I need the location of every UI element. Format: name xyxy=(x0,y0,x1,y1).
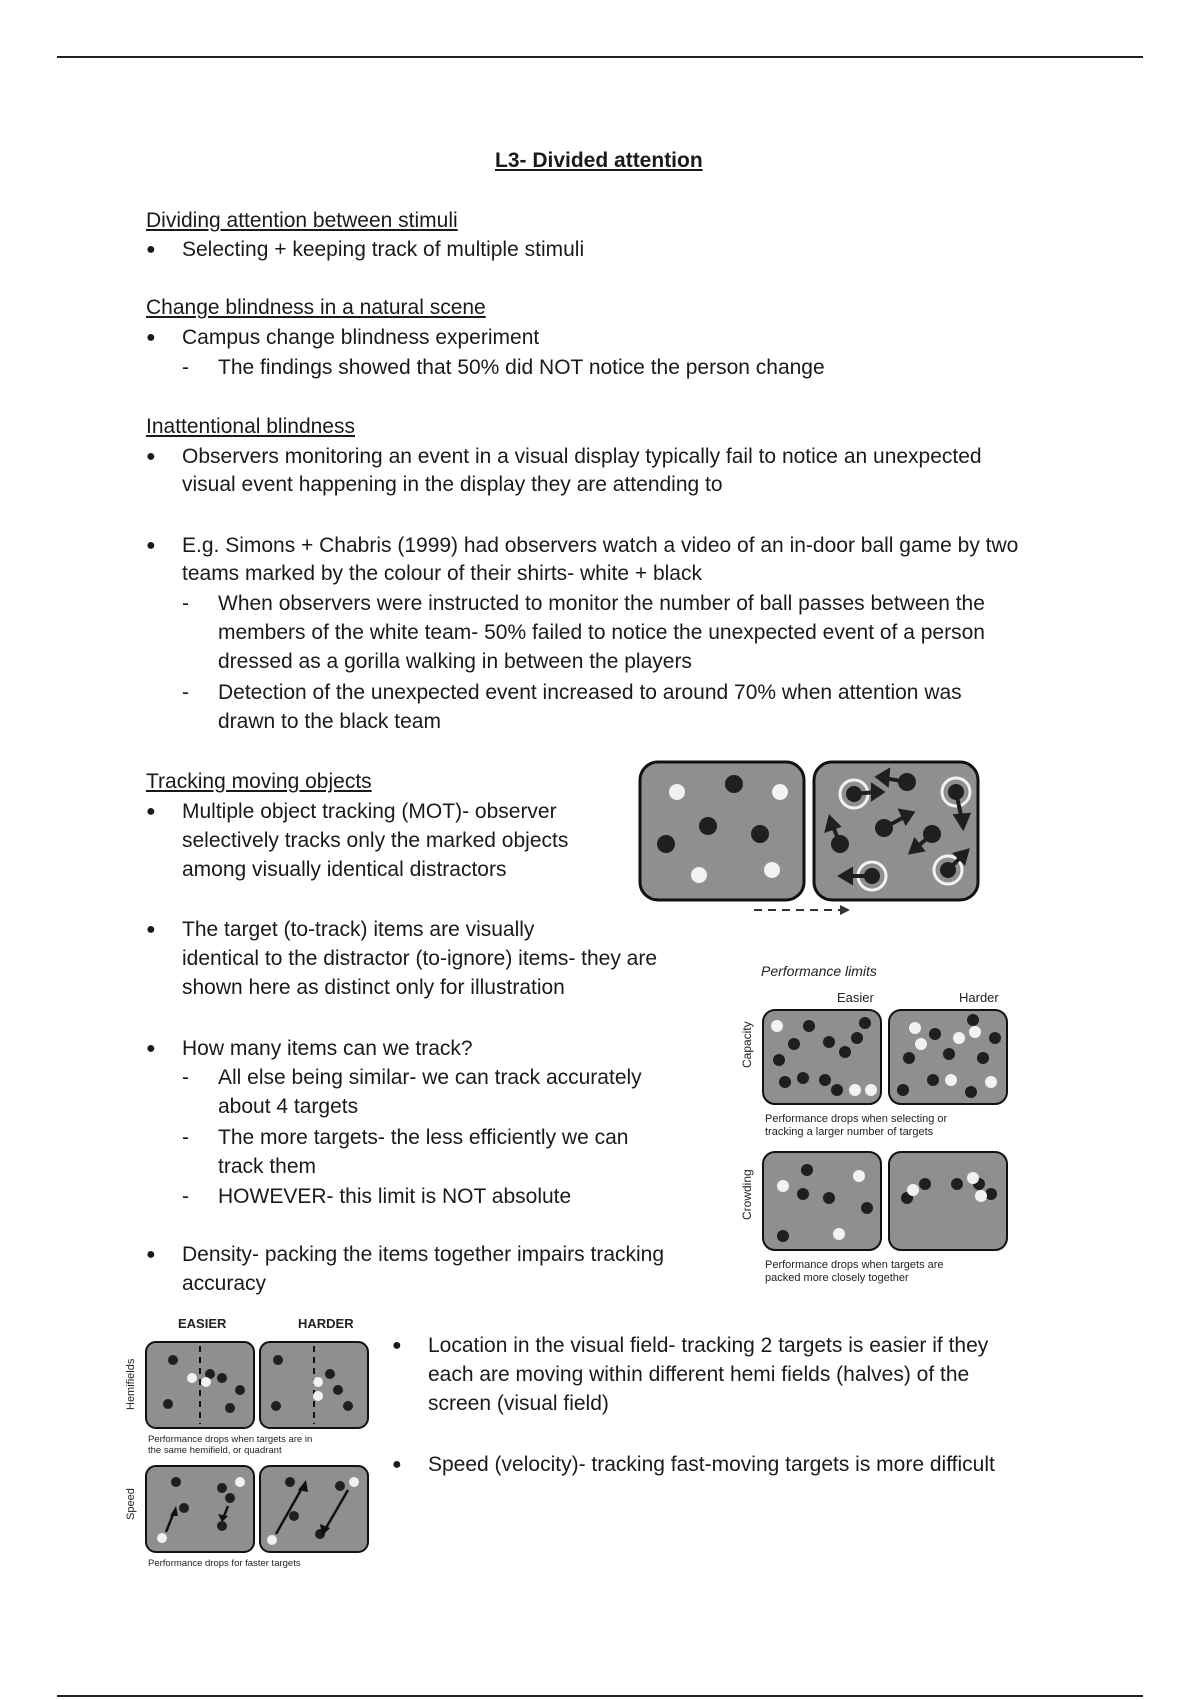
bullet-text: Speed (velocity)- tracking fast-moving targets is more difficult xyxy=(428,1453,995,1476)
bullet-text: among visually identical distractors xyxy=(182,858,507,881)
dash-marker: - xyxy=(182,1126,189,1149)
bullet-marker: ● xyxy=(146,537,156,554)
bullet-text: identical to the distractor (to-ignore) items- they are xyxy=(182,947,658,970)
bullet-marker: ● xyxy=(146,803,156,820)
sub-bullet-text: drawn to the black team xyxy=(218,710,441,733)
dash-marker: - xyxy=(182,592,189,615)
fig-caption1-l1: Performance drops when selecting or xyxy=(765,1113,948,1125)
bullet-marker: ● xyxy=(146,921,156,938)
bullet-marker: ● xyxy=(146,1246,156,1263)
bullet-text: visual event happening in the display they are attending to xyxy=(182,473,723,496)
fig-easier-label: Easier xyxy=(837,990,874,1005)
fig2-speed-label: Speed xyxy=(125,1488,137,1520)
heading-dividing: Dividing attention between stimuli xyxy=(146,209,458,232)
hemifield-speed-figure xyxy=(118,1310,380,1570)
sub-bullet-text: All else being similar- we can track accurately xyxy=(218,1066,642,1089)
fig-title: Performance limits xyxy=(761,963,877,979)
bullet-text: Density- packing the items together impairs tracking xyxy=(182,1243,665,1266)
dash-marker: - xyxy=(182,1185,189,1208)
mot-figure xyxy=(636,758,986,918)
dash-marker: - xyxy=(182,356,189,379)
bullet-marker: ● xyxy=(392,1337,402,1354)
dash-marker: - xyxy=(182,1066,189,1089)
fig-caption2-l1: Performance drops when targets are xyxy=(765,1259,944,1271)
heading-inattentional: Inattentional blindness xyxy=(146,415,355,438)
bullet-text: Multiple object tracking (MOT)- observer xyxy=(182,800,557,823)
bullet-text: teams marked by the colour of their shirts- white + black xyxy=(182,562,702,585)
bullet-text: E.g. Simons + Chabris (1999) had observers watch a video of an in-door ball game by two xyxy=(182,534,1019,557)
dash-marker: - xyxy=(182,681,189,704)
fig2-easier-label: EASIER xyxy=(178,1316,227,1331)
heading-tracking: Tracking moving objects xyxy=(146,770,372,793)
bottom-rule xyxy=(57,1695,1143,1697)
bullet-marker: ● xyxy=(146,448,156,465)
sub-bullet-text: members of the white team- 50% failed to notice the unexpected event of a person xyxy=(218,621,985,644)
page-title: L3- Divided attention xyxy=(495,149,703,172)
fig2-hemifields-label: Hemifields xyxy=(125,1358,137,1410)
fig-caption1-l2: tracking a larger number of targets xyxy=(765,1126,934,1138)
bullet-text: How many items can we track? xyxy=(182,1037,473,1060)
heading-change-blindness: Change blindness in a natural scene xyxy=(146,296,486,319)
top-rule xyxy=(57,56,1143,58)
fig2-caption1-l1: Performance drops when targets are in xyxy=(148,1434,313,1445)
fig-crowding-label: Crowding xyxy=(740,1169,754,1220)
fig-caption2-l2: packed more closely together xyxy=(765,1272,909,1284)
bullet-text: accuracy xyxy=(182,1272,267,1295)
bullet-text: The target (to-track) items are visually xyxy=(182,918,535,941)
fig2-caption1-l2: the same hemifield, or quadrant xyxy=(148,1445,282,1456)
sub-bullet-text: When observers were instructed to monitor the number of ball passes between the xyxy=(218,592,985,615)
fig-capacity-label: Capacity xyxy=(740,1021,754,1068)
sub-bullet-text: HOWEVER- this limit is NOT absolute xyxy=(218,1185,572,1208)
bullet-text: Location in the visual field- tracking 2 targets is easier if they xyxy=(428,1334,989,1357)
fig2-caption2: Performance drops for faster targets xyxy=(148,1558,301,1569)
bullet-text: shown here as distinct only for illustration xyxy=(182,976,565,999)
sub-bullet-text: The findings showed that 50% did NOT notice the person change xyxy=(218,356,825,379)
sub-bullet-text: Detection of the unexpected event increased to around 70% when attention was xyxy=(218,681,962,704)
fig2-harder-label: HARDER xyxy=(298,1316,354,1331)
bullet-text: screen (visual field) xyxy=(428,1392,609,1415)
bullet-text: Selecting + keeping track of multiple stimuli xyxy=(182,238,585,261)
bullet-marker: ● xyxy=(392,1456,402,1473)
bullet-marker: ● xyxy=(146,241,156,258)
sub-bullet-text: The more targets- the less efficiently we can xyxy=(218,1126,629,1149)
bullet-text: selectively tracks only the marked objects xyxy=(182,829,569,852)
bullet-marker: ● xyxy=(146,1040,156,1057)
sub-bullet-text: about 4 targets xyxy=(218,1095,359,1118)
bullet-text: Campus change blindness experiment xyxy=(182,326,540,349)
bullet-marker: ● xyxy=(146,329,156,346)
fig-harder-label: Harder xyxy=(959,990,999,1005)
bullet-text: Observers monitoring an event in a visual display typically fail to notice an unexpected xyxy=(182,445,982,468)
sub-bullet-text: track them xyxy=(218,1155,317,1178)
performance-limits-figure xyxy=(727,958,1017,1288)
sub-bullet-text: dressed as a gorilla walking in between the players xyxy=(218,650,692,673)
bullet-text: each are moving within different hemi fields (halves) of the xyxy=(428,1363,970,1386)
